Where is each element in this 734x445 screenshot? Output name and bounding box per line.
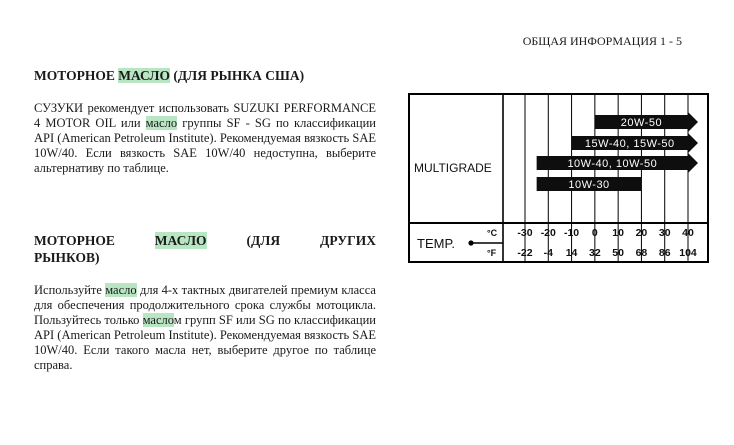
fahrenheit-tick: 32	[589, 247, 601, 259]
celsius-tick: 20	[635, 227, 648, 239]
unit-fahrenheit: °F	[487, 248, 497, 258]
section-us	[34, 67, 376, 176]
highlight-term: масло	[142, 313, 174, 327]
highlight-term: масло	[105, 283, 137, 297]
section-other-title-line2: РЫНКОВ)	[34, 250, 100, 265]
unit-celsius: °C	[487, 228, 498, 238]
section-other	[34, 232, 376, 373]
grade-label: 15W-40, 15W-50	[584, 138, 675, 150]
fahrenheit-tick: -22	[517, 247, 533, 259]
fahrenheit-tick: 14	[565, 247, 578, 259]
fahrenheit-tick: 68	[635, 247, 648, 259]
celsius-tick: 10	[612, 227, 624, 239]
celsius-tick: -30	[517, 227, 533, 239]
fahrenheit-tick: 104	[679, 247, 697, 259]
grade-label: 20W-50	[620, 117, 663, 129]
celsius-tick: -10	[563, 227, 580, 239]
fahrenheit-tick: -4	[543, 247, 553, 259]
section-us-paragraph: СУЗУКИ рекомендует использовать SUZUKI PERFORMANCE 4 MOTOR OIL или масло группы SF - SG по классификации API (American Petroleum Institute). Рекомендуемая вязкость SAE 10W/40. Если вязкость SAE 10W/40 недоступна, выберите альтернативу по таблице.	[34, 101, 376, 175]
celsius-tick: -20	[540, 227, 556, 239]
celsius-tick: 30	[658, 227, 671, 239]
highlight-term: МАСЛО	[118, 68, 170, 83]
section-us-title: МОТОРНОЕ МАСЛО (ДЛЯ РЫНКА США)	[34, 68, 305, 83]
section-other-title: МОТОРНОЕ МАСЛО (ДЛЯ ДРУГИХ	[34, 233, 376, 248]
grade-label: 10W-40, 10W-50	[567, 158, 658, 170]
fahrenheit-tick: 86	[658, 247, 671, 259]
temp-label: TEMP.	[417, 236, 456, 251]
section-other-paragraph: Используйте масло для 4-х тактных двигателей премиум класса для обеспечения продолжительного срока службы мотоцикла. Пользуйтесь только маслом групп SF или SG по классификации API (American Petroleum Institute). Рекомендуемая вязкость SAE 10W/40. Если такого масла нет, выберите другое по таблице справа.	[34, 283, 376, 372]
page-header: ОБЩАЯ ИНФОРМАЦИЯ 1 - 5	[522, 34, 682, 48]
highlight-term: МАСЛО	[154, 233, 207, 248]
fahrenheit-tick: 50	[612, 247, 624, 259]
grade-label: 10W-30	[568, 179, 610, 191]
highlight-term: масло	[145, 116, 178, 130]
celsius-tick: 40	[682, 227, 694, 239]
celsius-tick: 0	[591, 227, 598, 239]
viscosity-chart	[408, 93, 709, 263]
multigrade-label: MULTIGRADE	[414, 161, 492, 175]
